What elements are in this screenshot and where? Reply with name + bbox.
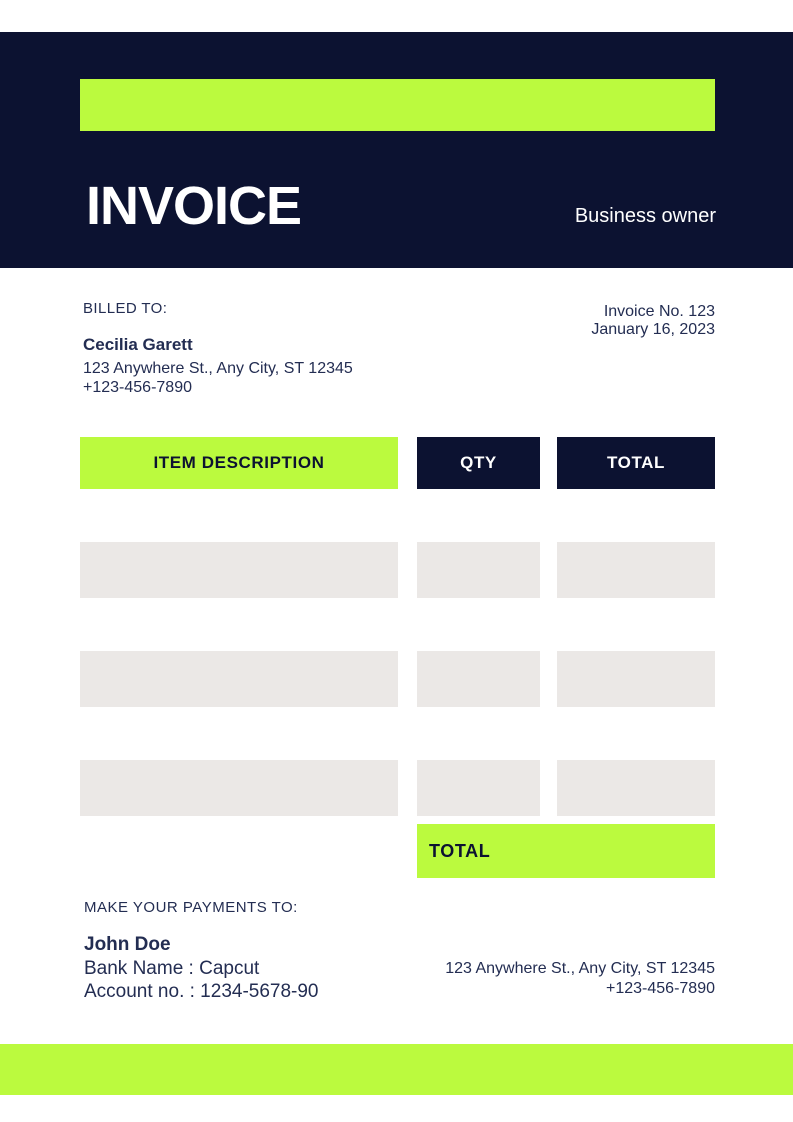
qty-cell	[417, 651, 540, 707]
footer-address: 123 Anywhere St., Any City, ST 12345	[445, 960, 715, 977]
table-row	[80, 542, 715, 598]
qty-cell	[417, 760, 540, 816]
footer-address-block	[445, 959, 715, 998]
invoice-date: January 16, 2023	[591, 320, 715, 338]
header	[0, 32, 793, 268]
column-header-qty: QTY	[417, 437, 540, 489]
table-rows	[80, 542, 715, 816]
billed-to-address: 123 Anywhere St., Any City, ST 12345	[83, 360, 353, 377]
business-owner-label: Business owner	[574, 205, 716, 227]
table-header-row	[80, 437, 715, 489]
invoice-title: INVOICE	[86, 176, 302, 236]
payment-label: MAKE YOUR PAYMENTS TO:	[84, 899, 298, 916]
billed-to-phone: +123-456-7890	[83, 378, 192, 396]
column-header-total: TOTAL	[557, 437, 715, 489]
billed-to-label: BILLED TO:	[83, 300, 168, 317]
column-header-item-description: ITEM DESCRIPTION	[80, 437, 398, 489]
payment-account: Account no. : 1234-5678-90	[84, 981, 319, 1002]
payment-payee: John Doe	[84, 934, 171, 955]
grand-total-bar	[417, 824, 715, 878]
bottom-accent-bar	[0, 1044, 793, 1095]
table-row	[80, 651, 715, 707]
total-cell	[557, 760, 715, 816]
billed-to-name: Cecilia Garett	[83, 335, 193, 354]
invoice-number: Invoice No. 123	[603, 303, 715, 320]
footer-phone: +123-456-7890	[606, 979, 715, 997]
total-cell	[557, 651, 715, 707]
qty-cell	[417, 542, 540, 598]
item-description-cell	[80, 651, 398, 707]
grand-total-label: TOTAL	[429, 840, 491, 861]
payment-section	[84, 899, 319, 1004]
invoice-meta	[591, 303, 715, 338]
payment-bank: Bank Name : Capcut	[84, 957, 260, 979]
header-accent-bar	[80, 79, 715, 131]
total-cell	[557, 542, 715, 598]
table-row	[80, 760, 715, 816]
billed-to-section	[83, 300, 353, 397]
item-description-cell	[80, 542, 398, 598]
item-description-cell	[80, 760, 398, 816]
